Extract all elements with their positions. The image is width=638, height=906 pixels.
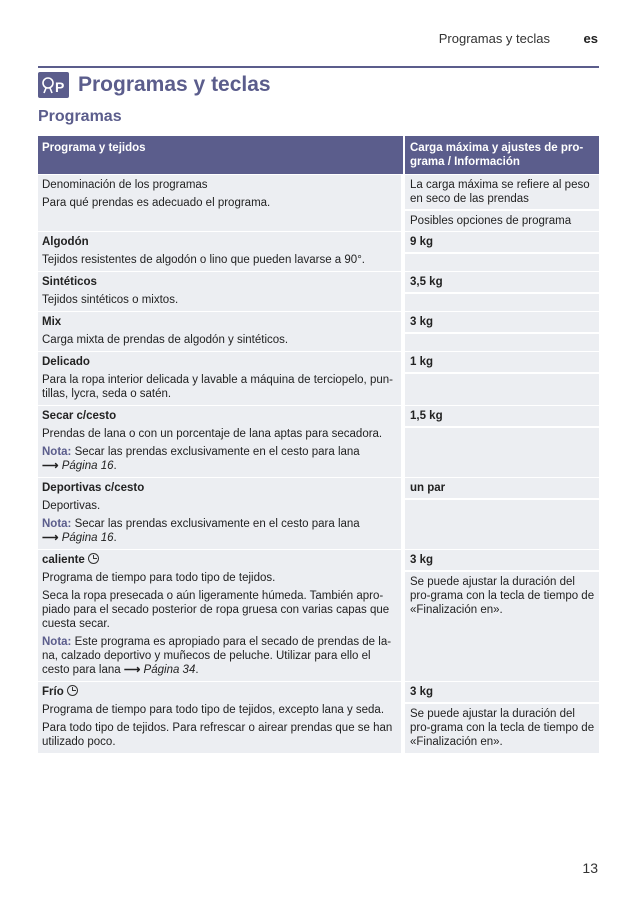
note-text: Secar las prendas exclusivamente en el cesto para lana [74,446,360,458]
program-note [42,445,397,473]
legend-name: Denominación de los programas [42,179,208,191]
legend-desc: Para qué prendas es adecuado el programa. [42,197,271,209]
svg-text:P: P [55,79,65,95]
table-row [38,352,599,406]
program-load: 3 kg [405,682,599,704]
program-name: Secar c/cesto [42,410,117,422]
page-link[interactable]: Página 16 [61,532,114,544]
col-header-program: Programa y tejidos [38,136,405,174]
program-desc: Para la ropa interior delicada y lavable a máquina de terciopelo, pun-tillas, lycra, seda o satén. [42,374,393,400]
table-header-row [38,136,599,175]
table-row [38,682,599,754]
table-row [38,478,599,550]
program-name: Mix [42,316,62,328]
program-name: Delicado [42,356,90,368]
subsection-title: Programas [38,108,122,125]
program-options: Se puede ajustar la duración del pro-grama con la tecla de tiempo de «Finalización en». [405,704,599,753]
page-number: 13 [582,860,598,876]
program-desc: Tejidos resistentes de algodón o lino que pueden lavarse a 90°. [42,254,365,266]
note-text: Secar las prendas exclusivamente en el cesto para lana [74,518,360,530]
program-load: 3,5 kg [405,272,599,294]
program-note [42,517,397,545]
program-options [405,374,599,405]
section-title: Programas y teclas [78,73,271,96]
col-header-load: Carga máxima y ajustes de pro-grama / Información [405,136,599,174]
programs-icon [38,72,69,98]
programs-table [38,136,599,754]
link-end: . [113,532,117,544]
page-link[interactable]: Página 16 [61,460,114,472]
program-name: Deportivas c/cesto [42,482,145,494]
legend-load: La carga máxima se refiere al peso en seco de las prendas [405,175,599,211]
link-end: . [195,664,199,676]
note-text: Este programa es apropiado para el secado de prendas de la-na, calzado deportivo y muñecos de peluche. Utilizar para ello el cesto para lana [42,636,392,676]
table-row [38,272,599,312]
header-language: es [583,31,598,46]
program-desc-extra: Seca la ropa presecada o aún ligeramente húmeda. También apro-piado para el secado posterior de ropa gruesa con varias capas que cuesta secar. [42,590,390,630]
legend-options: Posibles opciones de programa [405,211,599,231]
program-desc: Prendas de lana o con un porcentaje de lana aptas para secadora. [42,428,383,440]
program-load: 9 kg [405,232,599,254]
program-options [405,254,599,271]
clock-icon [67,685,78,696]
link-end: . [113,460,117,472]
program-load: 1,5 kg [405,406,599,428]
program-options [405,294,599,311]
program-options [405,500,599,549]
header-title: Programas y teclas [438,31,550,46]
table-row [38,175,599,232]
program-load: 3 kg [405,550,599,572]
program-load: 1 kg [405,352,599,374]
table-row [38,312,599,352]
program-options [405,334,599,351]
program-name-line [42,685,397,699]
program-load: un par [405,478,599,500]
program-desc: Tejidos sintéticos o mixtos. [42,294,179,306]
program-desc: Programa de tiempo para todo tipo de tejidos. [42,572,276,584]
page-link[interactable]: Página 34 [143,664,196,676]
program-desc: Deportivas. [42,500,101,512]
program-name: Frío [42,686,64,698]
page-header [0,31,638,51]
program-name-line [42,553,397,567]
program-options: Se puede ajustar la duración del pro-grama con la tecla de tiempo de «Finalización en». [405,572,599,681]
program-load: 3 kg [405,312,599,334]
table-row [38,406,599,478]
program-desc: Carga mixta de prendas de algodón y sintéticos. [42,334,289,346]
header-rule [38,66,599,68]
table-row [38,550,599,682]
table-row [38,232,599,272]
program-desc: Programa de tiempo para todo tipo de tejidos, excepto lana y seda. [42,704,385,716]
program-desc-extra: Para todo tipo de tejidos. Para refrescar o airear prendas que se han utilizado poco. [42,722,393,748]
program-note [42,635,397,677]
arrow-icon: ⟶ [123,664,141,676]
program-name: Sintéticos [42,276,97,288]
arrow-icon: ⟶ [42,460,59,472]
clock-icon [88,553,99,564]
note-label: Nota: [42,636,72,648]
program-name: Algodón [42,236,89,248]
note-label: Nota: [42,518,72,530]
arrow-icon: ⟶ [42,532,59,544]
program-name: caliente [42,554,85,566]
note-label: Nota: [42,446,72,458]
program-options [405,428,599,477]
